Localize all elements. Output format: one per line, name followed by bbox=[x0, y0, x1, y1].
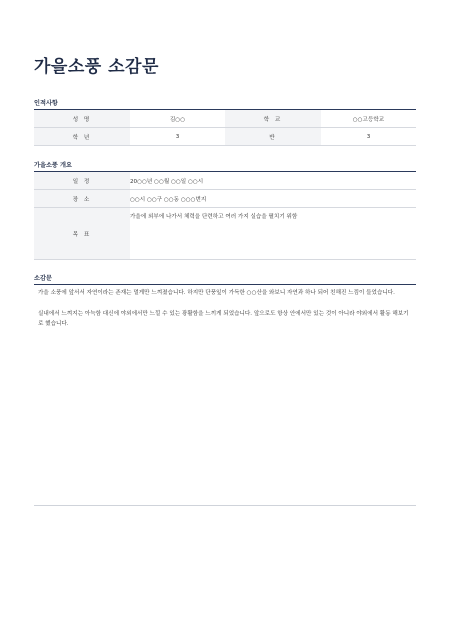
school-value: ○○고등학교 bbox=[321, 110, 416, 128]
bottom-divider bbox=[34, 505, 416, 506]
reflection-paragraph: 가을 소풍에 앞서서 자연이라는 존재는 멀게만 느껴졌습니다. 하지만 단풍잎이 가득한 ○○산을 와보니 자연과 하나 되어 친해진 느낌이 들었습니다. bbox=[38, 290, 395, 296]
school-label: 학 교 bbox=[225, 110, 321, 128]
section-divider bbox=[34, 284, 416, 285]
grade-label: 학 년 bbox=[34, 128, 130, 146]
class-value: 3 bbox=[321, 128, 416, 146]
place-label: 장 소 bbox=[34, 190, 130, 208]
name-value: 김○○ bbox=[130, 110, 225, 128]
section-heading-reflection: 소감문 bbox=[34, 275, 52, 282]
section-heading-personal: 인적사항 bbox=[34, 100, 58, 107]
name-label: 성 명 bbox=[34, 110, 130, 128]
table-row bbox=[34, 110, 416, 128]
table-row bbox=[34, 190, 416, 208]
date-label: 일 정 bbox=[34, 172, 130, 190]
page-title: 가을소풍 소감문 bbox=[34, 57, 159, 77]
reflection-body bbox=[38, 288, 412, 340]
class-label: 반 bbox=[225, 128, 321, 146]
grade-value: 3 bbox=[130, 128, 225, 146]
table-row bbox=[34, 172, 416, 190]
reflection-paragraph: 실내에서 느껴지는 아늑함 대신에 야외에서만 느낄 수 있는 광활함을 느끼게 되었습니다. 앞으로도 항상 안에서만 있는 것이 아니라 야외에서 활동 해보기로 했습니다. bbox=[38, 310, 409, 327]
overview-table bbox=[34, 172, 416, 260]
table-row bbox=[34, 208, 416, 260]
date-value: 20○○년 ○○월 ○○일 ○○시 bbox=[130, 172, 416, 190]
table-row bbox=[34, 128, 416, 146]
goal-value: 가을에 외부에 나가서 체력을 단련하고 여러 가지 실습을 펼치기 위함 bbox=[130, 208, 416, 260]
place-value: ○○시 ○○구 ○○동 ○○○번지 bbox=[130, 190, 416, 208]
goal-label: 목 표 bbox=[34, 208, 130, 260]
section-heading-overview: 가을소풍 개요 bbox=[34, 162, 73, 169]
personal-info-table bbox=[34, 110, 416, 146]
